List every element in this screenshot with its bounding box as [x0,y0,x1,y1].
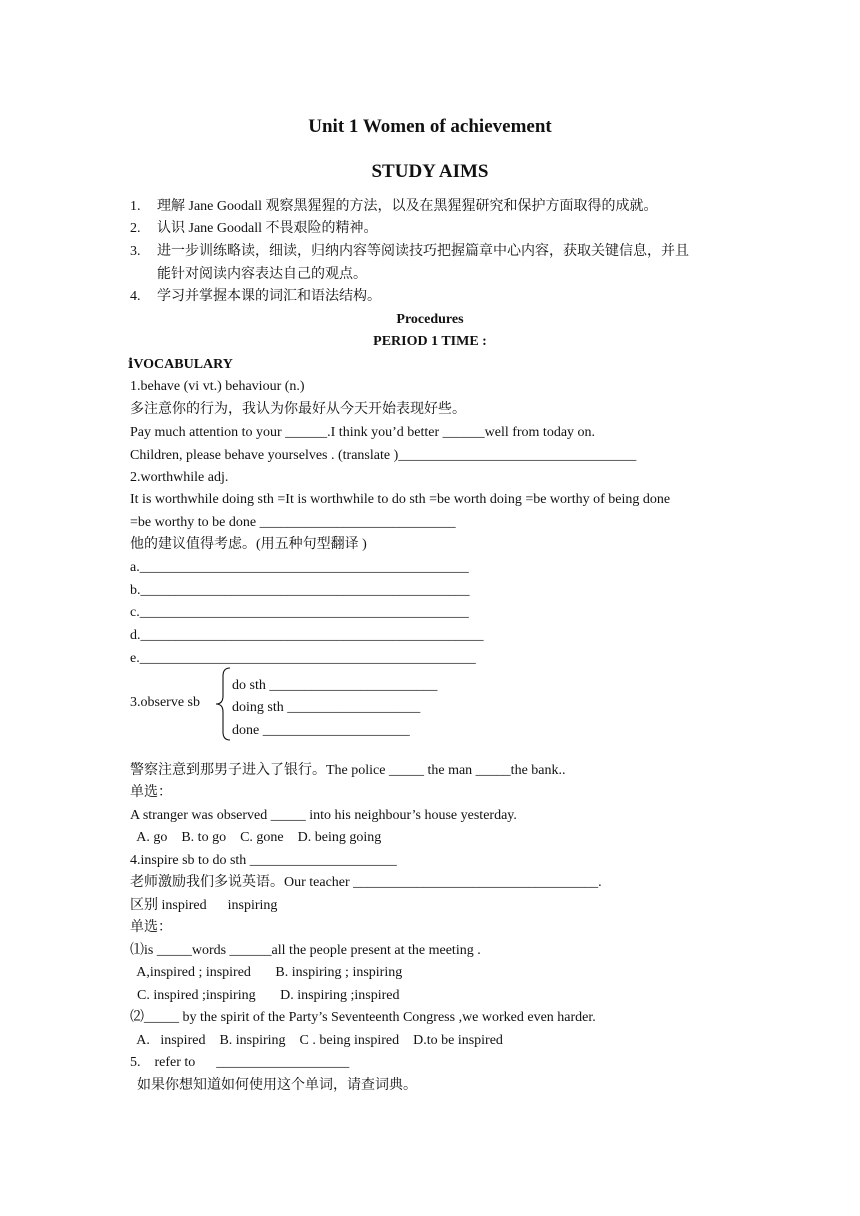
chinese-sentence: 如果你想知道如何使用这个单词，请查词典。 [130,1078,417,1093]
period-heading: PERIOD 1 TIME : [373,334,487,349]
aim-text-continued: 能针对阅读内容表达自己的观点。 [157,267,367,282]
answer-line: d._________________________________________________ [130,628,484,643]
question-options: A. inspired B. inspiring C . being inspired D.to be inspired [130,1033,503,1048]
aim-text: 进一步训练略读，细读，归纳内容等阅读技巧把握篇章中心内容，获取关键信息，并且 [157,244,689,259]
aim-text: 学习并掌握本课的词汇和语法结构。 [157,289,381,304]
answer-line: a._______________________________________________ [130,560,469,575]
chinese-sentence: 警察注意到那男子进入了银行。The police _____ the man _____the bank.. [130,763,566,778]
single-choice-label: 单选： [130,785,172,800]
question-options: A,inspired ; inspired B. inspiring ; inspiring [130,965,403,980]
chinese-sentence: 他的建议值得考虑。(用五种句型翻译 ) [130,537,367,552]
chinese-sentence: 老师激励我们多说英语。Our teacher ___________________________________. [130,875,602,890]
chinese-sentence: 多注意你的行为，我认为你最好从今天开始表现好些。 [130,402,466,417]
pattern-line: =be worthy to be done ____________________________ [130,515,456,530]
study-aims-heading: STUDY AIMS [371,161,489,182]
question: A stranger was observed _____ into his neighbour’s house yesterday. [130,808,517,823]
aim-text: 理解 Jane Goodall 观察黑猩猩的方法，以及在黑猩猩研究和保护方面取得的成就。 [157,199,658,214]
vocabulary-heading: ⅰVOCABULARY [128,357,233,372]
procedures-heading: Procedures [396,312,464,327]
answer-line: e.________________________________________________ [130,651,476,666]
vocab-item-refer-to: 5. refer to ___________________ [130,1055,350,1070]
aim-number: 2. [130,221,141,236]
curly-brace-icon [214,666,232,742]
vocab-item-observe: 3.observe sb [130,695,200,710]
question-options: A. go B. to go C. gone D. being going [130,830,382,845]
translate-sentence: Children, please behave yourselves . (translate )__________________________________ [130,448,637,463]
observe-pattern: do sth ________________________ [232,678,438,693]
pattern-line: It is worthwhile doing sth =It is worthwhile to do sth =be worth doing =be worthy of being done [130,492,671,507]
aim-number: 4. [130,289,141,304]
aim-text: 认识 Jane Goodall 不畏艰险的精神。 [157,221,378,236]
question-options: C. inspired ;inspiring D. inspiring ;inspired [130,988,400,1003]
observe-pattern: doing sth ___________________ [232,700,421,715]
answer-line: c._______________________________________________ [130,605,469,620]
aim-number: 3. [130,244,141,259]
question: ⑴is _____words ______all the people present at the meeting . [130,943,481,958]
vocab-item-inspire: 4.inspire sb to do sth _____________________ [130,853,397,868]
vocab-item-behave: 1.behave (vi vt.) behaviour (n.) [130,379,305,394]
question: ⑵_____ by the spirit of the Party’s Seventeenth Congress ,we worked even harder. [130,1010,596,1025]
fill-blank-sentence: Pay much attention to your ______.I think you’d better ______well from today on. [130,425,596,440]
page-title: Unit 1 Women of achievement [308,116,552,137]
answer-line: b._______________________________________________ [130,583,470,598]
observe-pattern: done _____________________ [232,723,410,738]
aim-number: 1. [130,199,141,214]
vocab-item-worthwhile: 2.worthwhile adj. [130,470,229,485]
single-choice-label: 单选： [130,920,172,935]
distinguish-line: 区别 inspired inspiring [130,898,278,913]
